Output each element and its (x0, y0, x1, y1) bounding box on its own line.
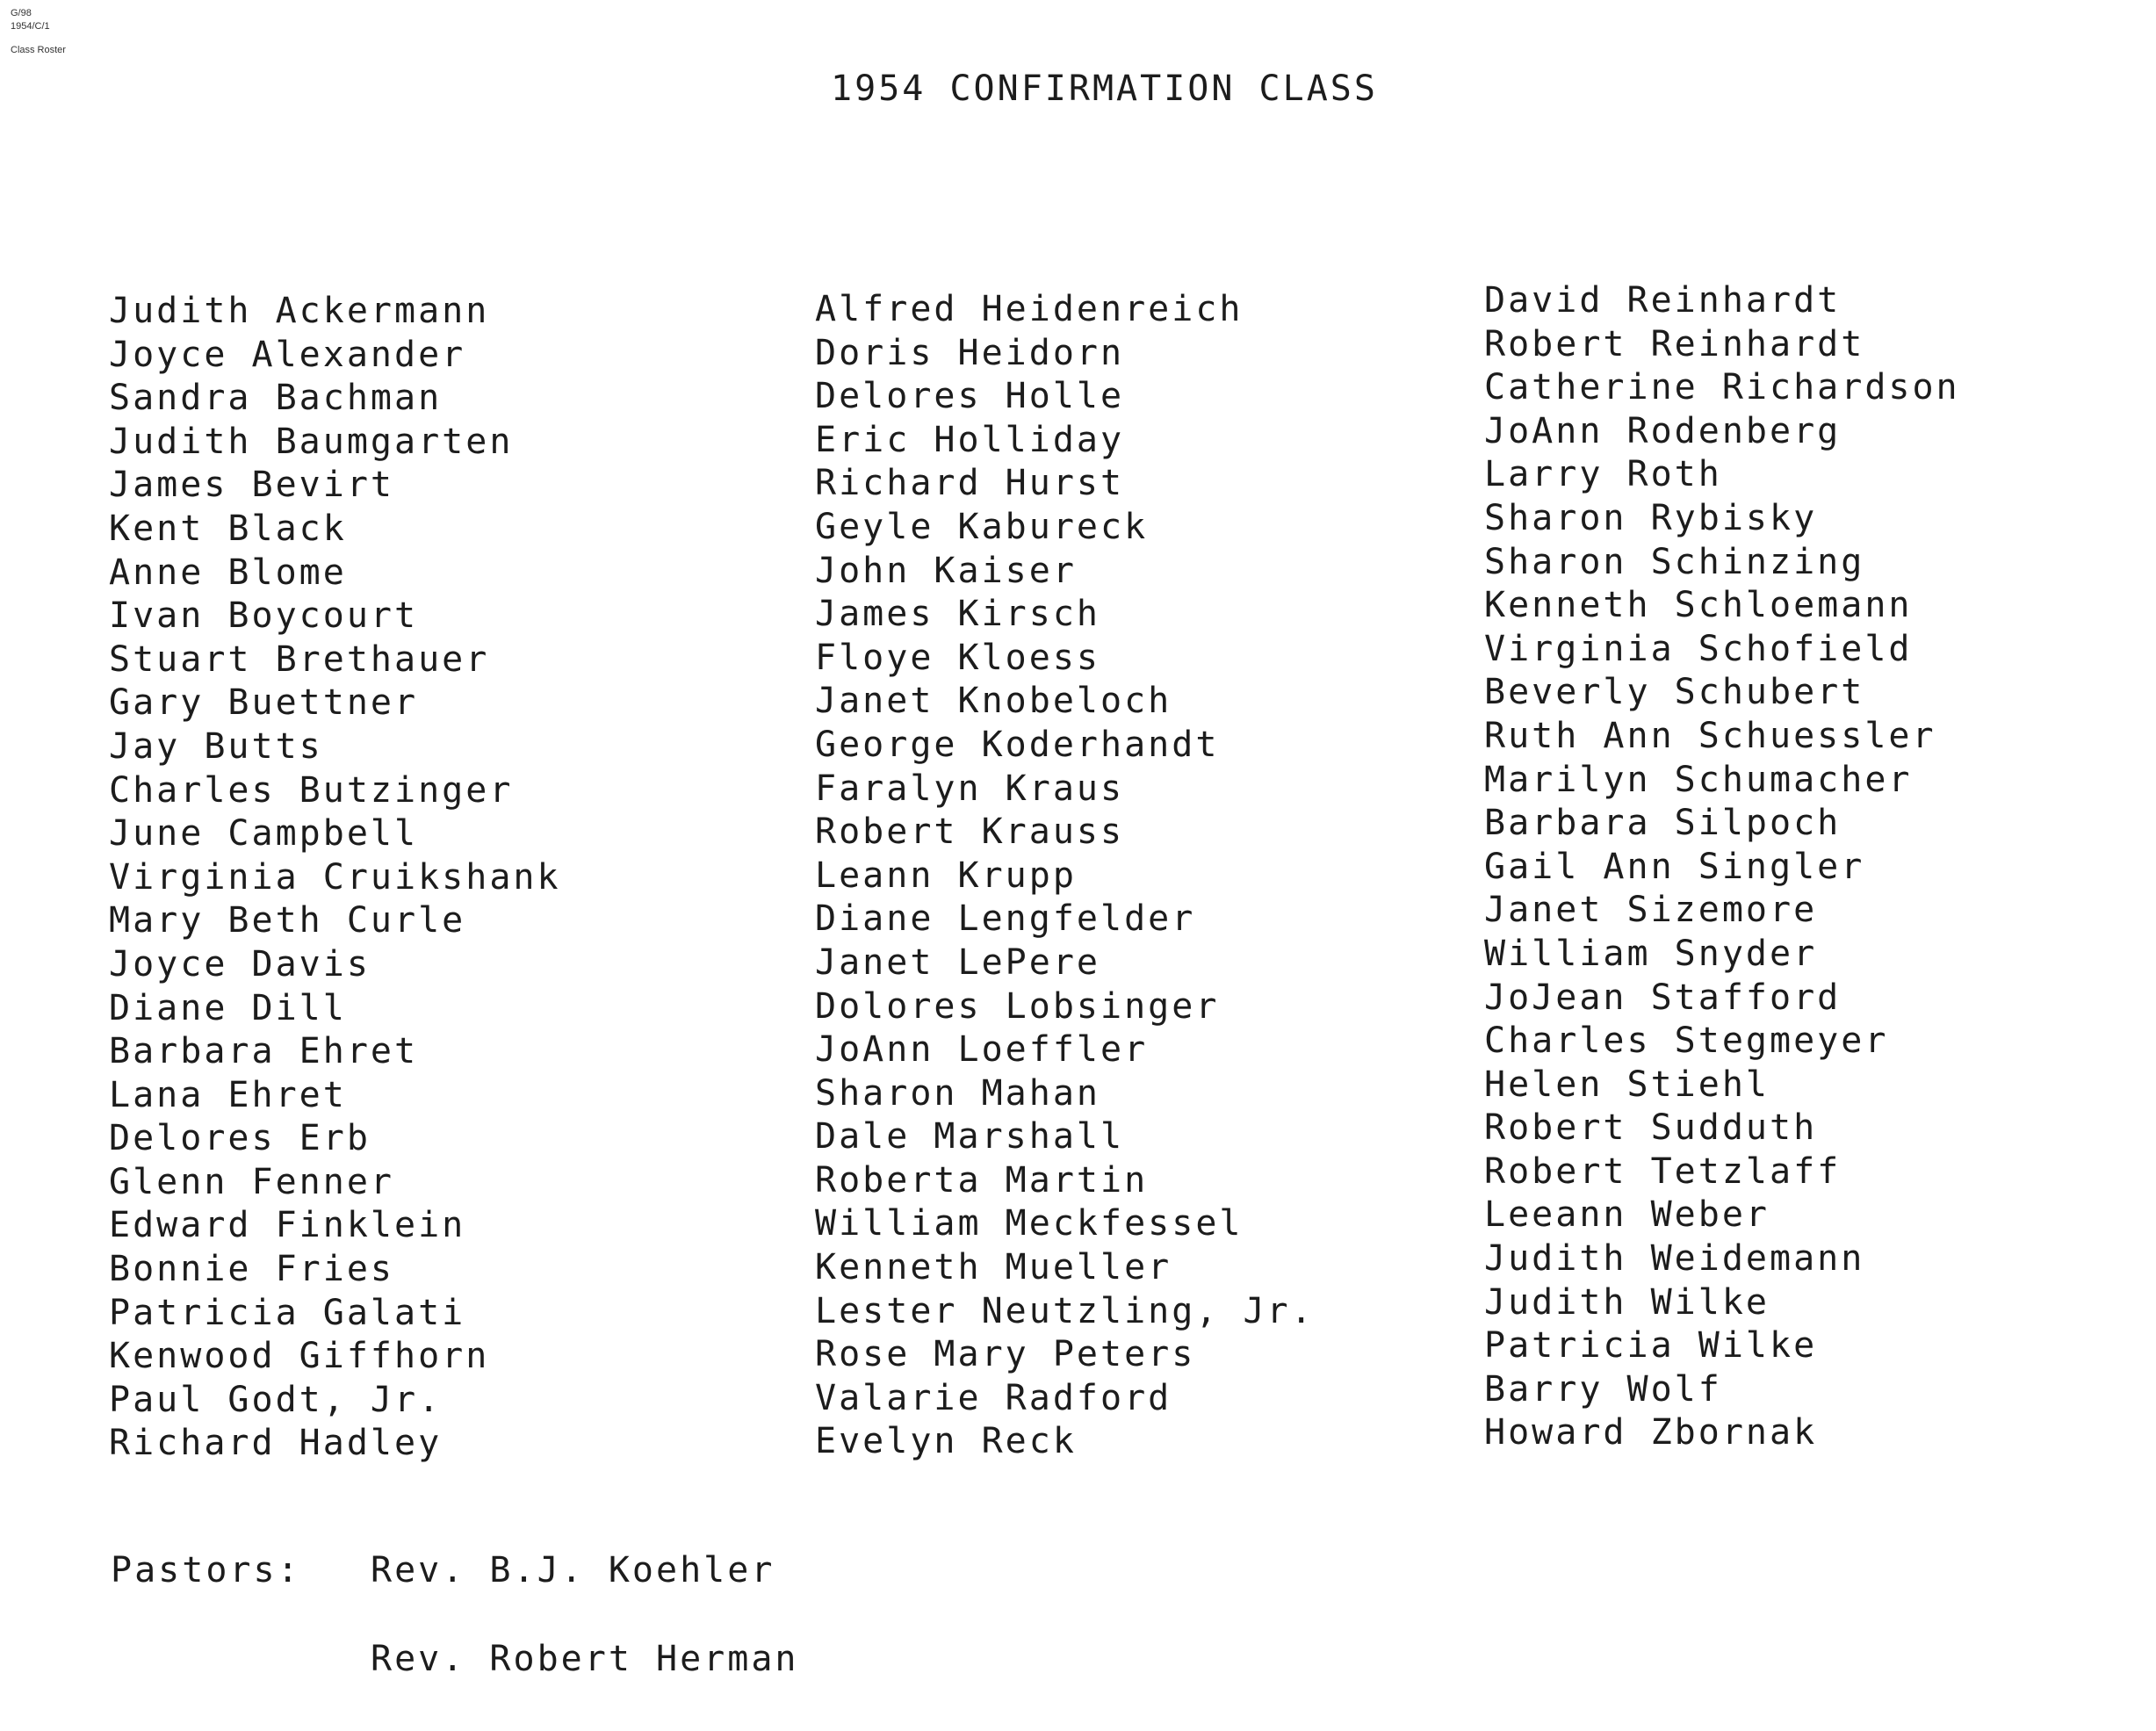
roster-name: Sharon Schinzing (1484, 541, 1865, 582)
roster-name: Doris Heidorn (815, 332, 1125, 373)
roster-name: George Koderhandt (815, 724, 1220, 765)
roster-name: Kenwood Giffhorn (109, 1336, 490, 1377)
roster-name: Barry Wolf (1484, 1368, 1722, 1410)
roster-name: Kenneth Schloemann (1484, 585, 1913, 626)
roster-name: Gail Ann Singler (1484, 846, 1865, 887)
names-column-3 (1484, 279, 1960, 1455)
roster-name: Charles Stegmeyer (1484, 1021, 1889, 1062)
roster-name: Judith Ackermann (109, 291, 490, 331)
roster-name: James Bevirt (109, 465, 394, 506)
roster-name: Helen Stiehl (1484, 1064, 1770, 1105)
roster-name: Diane Lengfelder (815, 898, 1196, 940)
roster-name: June Campbell (109, 813, 419, 855)
roster-name: JoAnn Loeffler (815, 1029, 1149, 1071)
roster-name: Geyle Kabureck (815, 506, 1149, 547)
roster-name: Dale Marshall (815, 1116, 1125, 1158)
roster-name: Evelyn Reck (815, 1421, 1077, 1462)
page-title: 1954 CONFIRMATION CLASS (831, 69, 1378, 109)
roster-name: Gary Buettner (109, 682, 419, 724)
roster-name: Robert Krauss (815, 811, 1125, 853)
names-column-2 (815, 288, 1315, 1464)
roster-name: JoAnn Rodenberg (1484, 410, 1842, 451)
roster-name: Mary Beth Curle (109, 900, 466, 941)
roster-name: Stuart Brethauer (109, 638, 490, 680)
roster-name: Rose Mary Peters (815, 1334, 1196, 1375)
roster-name: Leann Krupp (815, 855, 1077, 896)
pastors-label: Pastors: (111, 1550, 301, 1590)
roster-name: Patricia Wilke (1484, 1325, 1818, 1367)
roster-name: Ivan Boycourt (109, 595, 419, 637)
roster-name: William Snyder (1484, 933, 1818, 974)
names-column-1 (109, 290, 561, 1466)
roster-name: Robert Sudduth (1484, 1107, 1818, 1149)
roster-name: Valarie Radford (815, 1377, 1172, 1418)
roster-name: Lester Neutzling, Jr. (815, 1290, 1315, 1331)
roster-name: Diane Dill (109, 987, 347, 1028)
roster-name: Leeann Weber (1484, 1194, 1770, 1236)
roster-name: Bonnie Fries (109, 1249, 394, 1290)
roster-name: Barbara Ehret (109, 1031, 419, 1072)
roster-name: Paul Godt, Jr. (109, 1379, 443, 1420)
roster-name: Jay Butts (109, 725, 323, 767)
roster-name: Janet Knobeloch (815, 681, 1172, 722)
roster-name: Alfred Heidenreich (815, 289, 1244, 329)
roster-name: Howard Zbornak (1484, 1412, 1818, 1453)
pastor-name: Rev. B.J. Koehler (371, 1550, 775, 1590)
roster-name: Glenn Fenner (109, 1161, 394, 1202)
roster-name: Joyce Alexander (109, 334, 466, 375)
roster-name: Richard Hadley (109, 1423, 443, 1464)
reference-code: 1954/C/1 (11, 21, 50, 32)
roster-name: Charles Butzinger (109, 769, 514, 811)
document-reference (11, 7, 66, 57)
roster-name: James Kirsch (815, 594, 1100, 635)
roster-name: Barbara Silpoch (1484, 803, 1842, 844)
roster-name: Catherine Richardson (1484, 367, 1960, 408)
roster-name: Anne Blome (109, 552, 347, 593)
roster-name: Judith Weidemann (1484, 1238, 1865, 1280)
roster-name: Delores Holle (815, 376, 1125, 417)
roster-name: Lana Ehret (109, 1074, 347, 1115)
roster-name: Dolores Lobsinger (815, 985, 1220, 1027)
roster-name: William Meckfessel (815, 1203, 1244, 1244)
roster-name: Robert Tetzlaff (1484, 1150, 1842, 1192)
roster-name: Judith Wilke (1484, 1281, 1770, 1323)
roster-name: Sharon Mahan (815, 1072, 1100, 1114)
roster-name: Janet LePere (815, 941, 1100, 983)
roster-name: Edward Finklein (109, 1205, 466, 1246)
roster-name: Virginia Schofield (1484, 628, 1913, 669)
roster-name: Janet Sizemore (1484, 890, 1818, 931)
roster-name: Faralyn Kraus (815, 768, 1125, 809)
roster-name: Roberta Martin (815, 1159, 1149, 1201)
roster-name: Richard Hurst (815, 463, 1125, 504)
roster-name: David Reinhardt (1484, 280, 1842, 321)
roster-name: Judith Baumgarten (109, 421, 514, 462)
roster-name: Virginia Cruikshank (109, 856, 561, 898)
roster-name: Marilyn Schumacher (1484, 759, 1913, 800)
roster-name: Sharon Rybisky (1484, 497, 1818, 538)
roster-name: Floye Kloess (815, 637, 1100, 678)
roster-name: Eric Holliday (815, 419, 1125, 460)
roster-name: Patricia Galati (109, 1292, 466, 1333)
roster-name: Kenneth Mueller (815, 1247, 1172, 1288)
roster-name: Sandra Bachman (109, 378, 443, 419)
reference-number: G/98 (11, 8, 32, 18)
roster-name: Kent Black (109, 508, 347, 549)
pastor-name: Rev. Robert Herman (371, 1639, 799, 1679)
document-tag: Class Roster (11, 45, 66, 55)
roster-name: JoJean Stafford (1484, 977, 1842, 1018)
roster-name: Delores Erb (109, 1118, 371, 1159)
roster-name: Robert Reinhardt (1484, 323, 1865, 364)
roster-name: Ruth Ann Schuessler (1484, 715, 1936, 756)
roster-name: Beverly Schubert (1484, 672, 1865, 713)
roster-name: Larry Roth (1484, 454, 1722, 495)
roster-name: Joyce Davis (109, 943, 371, 985)
roster-name: John Kaiser (815, 550, 1077, 591)
